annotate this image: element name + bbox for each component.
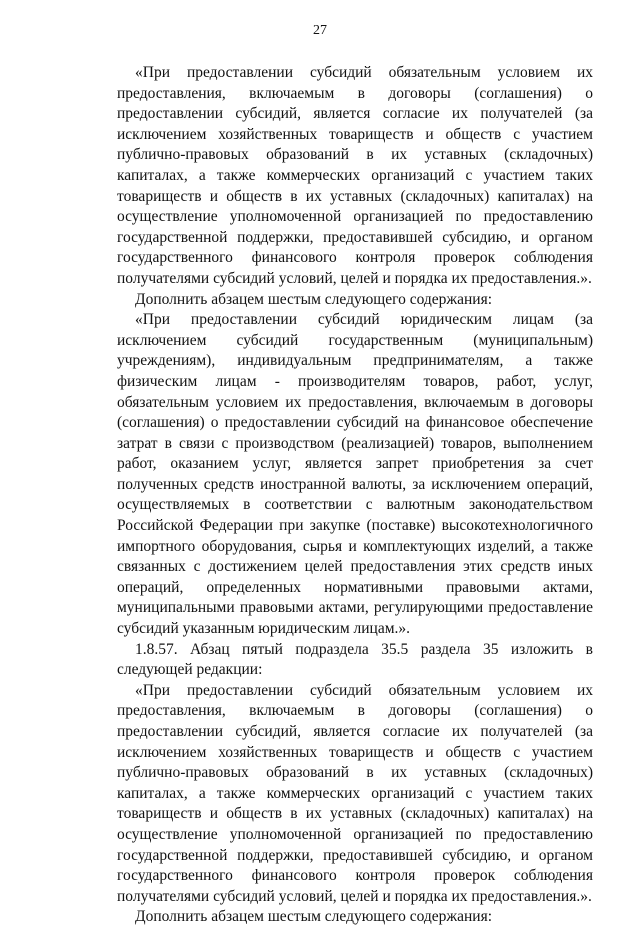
document-body	[117, 63, 593, 928]
paragraph-quote-subsidy-consent: «При предоставлении субсидий обязательным условием их предоставления, включаемым в договоры (соглашения) о предоставлении субсидий, является согласие их получателей (за исключением хозяйственных товариществ и обществ с участием публично-правовых образований в их уставных (складочных) капиталах, а также коммерческих организаций с участием таких товариществ и обществ в их уставных (складочных) капиталах) на осуществление уполномоченной организацией по предоставлению государственной поддержки, предоставившей субсидию, и органом государственного финансового контроля проверок соблюдения получателями субсидий условий, целей и порядка их предоставления.».	[117, 64, 593, 287]
paragraph-quote-currency-ban: «При предоставлении субсидий юридическим лицам (за исключением субсидий государственным (муниципальным) учреждениям), индивидуальным предпринимателям, а также физическим лицам - производителям товаров, работ, услуг, обязательным условием их предоставления, включаемым в договоры (соглашения) о предоставлении субсидий на финансовое обеспечение затрат в связи с производством (реализацией) товаров, выполнением работ, оказанием услуг, является запрет приобретения за счет полученных средств иностранной валюты, за исключением операций, осуществляемых в соответствии с валютным законодательством Российской Федерации при закупке (поставке) высокотехнологичного импортного оборудования, сырья и комплектующих изделий, а также связанных с достижением целей предоставления этих средств иных операций, определенных нормативными правовыми актами, муниципальными правовыми актами, регулирующими предоставление субсидий указанным юридическим лицам.».	[117, 311, 593, 638]
paragraph-quote-subsidy-consent-2: «При предоставлении субсидий обязательным условием их предоставления, включаемым в договоры (соглашения) о предоставлении субсидий, является согласие их получателей (за исключением хозяйственных товариществ и обществ с участием публично-правовых образований в их уставных (складочных) капиталах, а также коммерческих организаций с участием таких товариществ и обществ в их уставных (складочных) капиталах) на осуществление уполномоченной организацией по предоставлению государственной поддержки, предоставившей субсидию, и органом государственного финансового контроля проверок соблюдения получателями субсидий условий, целей и порядка их предоставления.».	[117, 681, 593, 905]
paragraph-add-sixth: Дополнить абзацем шестым следующего содержания:	[135, 290, 493, 308]
paragraph-item-1-8-57: 1.8.57. Абзац пятый подраздела 35.5 раздела 35 изложить в следующей редакции:	[117, 640, 593, 679]
paragraph-add-sixth-2: Дополнить абзацем шестым следующего содержания:	[135, 908, 493, 926]
page-number: 27	[313, 23, 327, 38]
